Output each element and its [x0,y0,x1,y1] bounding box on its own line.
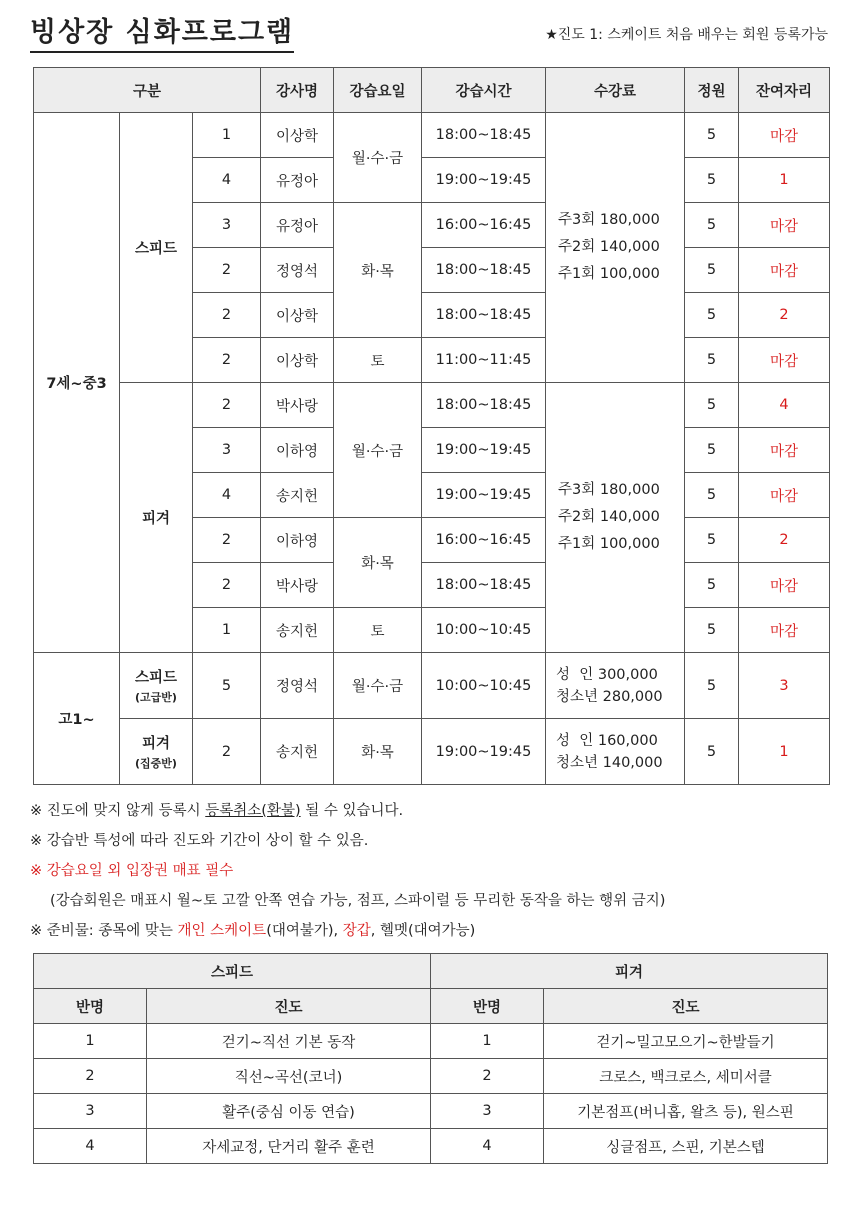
instructor-cell: 유정아 [261,203,334,248]
note-text: 될 수 있습니다. [300,803,404,819]
level-cell: 3 [193,428,261,473]
table-row [34,1024,828,1059]
fee-adult: 성 인 160,000 [556,732,658,749]
fee-weekly3: 주3회 180,000 [558,482,660,498]
time-cell: 10:00~10:45 [422,653,546,719]
category-sub-label: (집중반) [135,757,177,770]
class-no: 1 [34,1024,147,1059]
table-row [34,719,830,785]
capacity-cell: 5 [685,518,739,563]
note-equipment [30,916,830,946]
fee-weekly2: 주2회 140,000 [558,239,660,255]
instructor-cell: 정영석 [261,248,334,293]
level-cell: 2 [193,338,261,383]
remaining-cell: 2 [739,293,830,338]
time-cell: 19:00~19:45 [422,719,546,785]
col-header-level: 진도 [544,989,828,1024]
days-cell: 화·목 [334,719,422,785]
category-label: 스피드 [134,670,178,686]
col-header-class: 반명 [431,989,544,1024]
level-cell: 2 [193,563,261,608]
progress-speed-title: 스피드 [34,954,431,989]
capacity-cell: 5 [685,113,739,158]
col-header-days: 강습요일 [334,68,422,113]
time-cell: 10:00~10:45 [422,608,546,653]
capacity-cell: 5 [685,653,739,719]
capacity-cell: 5 [685,608,739,653]
remaining-cell: 2 [739,518,830,563]
class-no: 4 [431,1129,544,1164]
remaining-cell: 마감 [739,338,830,383]
table-row [34,1094,828,1129]
category-speed: 스피드 [120,113,193,383]
class-no: 3 [34,1094,147,1129]
time-cell: 18:00~18:45 [422,563,546,608]
time-cell: 19:00~19:45 [422,428,546,473]
table-row [34,383,830,428]
equip-skate: 개인 스케이트 [177,923,267,939]
col-header-time: 강습시간 [422,68,546,113]
instructor-cell: 이하영 [261,518,334,563]
remaining-cell: 4 [739,383,830,428]
category-figure-intensive [120,719,193,785]
note-text: , 헬멧(대여가능) [370,923,476,939]
note-refund [30,796,830,826]
class-no: 4 [34,1129,147,1164]
fee-cell-advanced [546,653,685,719]
level-cell: 3 [193,203,261,248]
remaining-cell: 마감 [739,473,830,518]
level-desc: 기본점프(버니홉, 왈츠 등), 원스핀 [544,1094,828,1129]
capacity-cell: 5 [685,563,739,608]
note-practice: (강습회원은 매표시 월~토 고깔 안쪽 연습 가능, 점프, 스파이럴 등 무리한 동작을 하는 행위 금지) [50,893,666,909]
time-cell: 16:00~16:45 [422,203,546,248]
fee-adult: 성 인 300,000 [556,666,658,683]
notes-section [30,796,830,946]
instructor-cell: 이상학 [261,293,334,338]
equip-gloves: 장갑 [342,923,371,939]
progress-table [33,953,828,1164]
remaining-cell: 마감 [739,563,830,608]
col-header-fee: 수강료 [546,68,685,113]
fee-youth: 청소년 280,000 [556,688,663,705]
class-no: 2 [34,1059,147,1094]
note-text: (대여불가), [266,923,343,939]
category-sub-label: (고급반) [135,691,177,704]
days-cell: 화·목 [334,203,422,338]
group-junior: 7세~중3 [34,113,120,653]
refund-underline: 등록취소(환불) [205,803,301,819]
top-note: ★진도 1: 스케이트 처음 배우는 회원 등록가능 [545,27,828,43]
time-cell: 19:00~19:45 [422,158,546,203]
remaining-cell: 마감 [739,203,830,248]
col-header-class: 반명 [34,989,147,1024]
table-header-row [34,68,830,113]
col-header-remaining: 잔여자리 [739,68,830,113]
fee-youth: 청소년 140,000 [556,754,663,771]
fee-cell-advanced [546,719,685,785]
level-desc: 활주(중심 이동 연습) [147,1094,431,1129]
category-figure: 피겨 [120,383,193,653]
days-cell: 월·수·금 [334,113,422,203]
instructor-cell: 송지헌 [261,719,334,785]
table-row [34,1059,828,1094]
remaining-cell: 3 [739,653,830,719]
class-no: 3 [431,1094,544,1129]
time-cell: 18:00~18:45 [422,248,546,293]
note-period: ※ 강습반 특성에 따라 진도와 기간이 상이 할 수 있음. [30,833,369,849]
capacity-cell: 5 [685,473,739,518]
remaining-cell: 1 [739,158,830,203]
capacity-cell: 5 [685,158,739,203]
instructor-cell: 이상학 [261,338,334,383]
days-cell: 화·목 [334,518,422,608]
level-cell: 4 [193,473,261,518]
table-row [34,113,830,158]
progress-title-row [34,954,828,989]
level-desc: 걷기~직선 기본 동작 [147,1024,431,1059]
instructor-cell: 송지헌 [261,608,334,653]
level-cell: 2 [193,248,261,293]
level-desc: 크로스, 백크로스, 세미서클 [544,1059,828,1094]
progress-header-row [34,989,828,1024]
level-desc: 걷기~밀고모으기~한발들기 [544,1024,828,1059]
capacity-cell: 5 [685,383,739,428]
days-cell: 토 [334,338,422,383]
remaining-cell: 1 [739,719,830,785]
level-cell: 1 [193,608,261,653]
fee-weekly2: 주2회 140,000 [558,509,660,525]
remaining-cell: 마감 [739,248,830,293]
fee-weekly1: 주1회 100,000 [558,266,660,282]
fee-weekly1: 주1회 100,000 [558,536,660,552]
col-header-level: 진도 [147,989,431,1024]
time-cell: 18:00~18:45 [422,113,546,158]
level-cell: 5 [193,653,261,719]
instructor-cell: 박사랑 [261,563,334,608]
capacity-cell: 5 [685,248,739,293]
page-title: 빙상장 심화프로그램 [30,10,294,53]
days-cell: 월·수·금 [334,383,422,518]
time-cell: 18:00~18:45 [422,383,546,428]
time-cell: 11:00~11:45 [422,338,546,383]
level-cell: 2 [193,719,261,785]
time-cell: 18:00~18:45 [422,293,546,338]
capacity-cell: 5 [685,428,739,473]
note-text: ※ 준비물: 종목에 맞는 [30,923,178,939]
time-cell: 19:00~19:45 [422,473,546,518]
time-cell: 16:00~16:45 [422,518,546,563]
fee-cell-figure [546,383,685,653]
progress-figure-title: 피겨 [431,954,828,989]
category-speed-advanced [120,653,193,719]
level-cell: 2 [193,518,261,563]
category-label: 피겨 [141,736,170,752]
table-row [34,653,830,719]
level-desc: 싱글점프, 스핀, 기본스텝 [544,1129,828,1164]
remaining-cell: 마감 [739,428,830,473]
col-header-capacity: 정원 [685,68,739,113]
level-cell: 1 [193,113,261,158]
remaining-cell: 마감 [739,113,830,158]
col-header-instructor: 강사명 [261,68,334,113]
fee-weekly3: 주3회 180,000 [558,212,660,228]
instructor-cell: 이하영 [261,428,334,473]
schedule-table [33,67,830,785]
capacity-cell: 5 [685,719,739,785]
level-cell: 4 [193,158,261,203]
level-desc: 자세교정, 단거리 활주 훈련 [147,1129,431,1164]
class-no: 2 [431,1059,544,1094]
class-no: 1 [431,1024,544,1059]
instructor-cell: 박사랑 [261,383,334,428]
note-text: ※ 진도에 맞지 않게 등록시 [30,803,206,819]
fee-cell-speed [546,113,685,383]
table-row [34,1129,828,1164]
col-header-category: 구분 [34,68,261,113]
group-senior: 고1~ [34,653,120,785]
level-desc: 직선~곡선(코너) [147,1059,431,1094]
instructor-cell: 정영석 [261,653,334,719]
days-cell: 월·수·금 [334,653,422,719]
days-cell: 토 [334,608,422,653]
instructor-cell: 이상학 [261,113,334,158]
level-cell: 2 [193,383,261,428]
instructor-cell: 송지헌 [261,473,334,518]
capacity-cell: 5 [685,203,739,248]
capacity-cell: 5 [685,293,739,338]
capacity-cell: 5 [685,338,739,383]
note-ticket: ※ 강습요일 외 입장권 매표 필수 [30,863,234,879]
remaining-cell: 마감 [739,608,830,653]
instructor-cell: 유정아 [261,158,334,203]
level-cell: 2 [193,293,261,338]
